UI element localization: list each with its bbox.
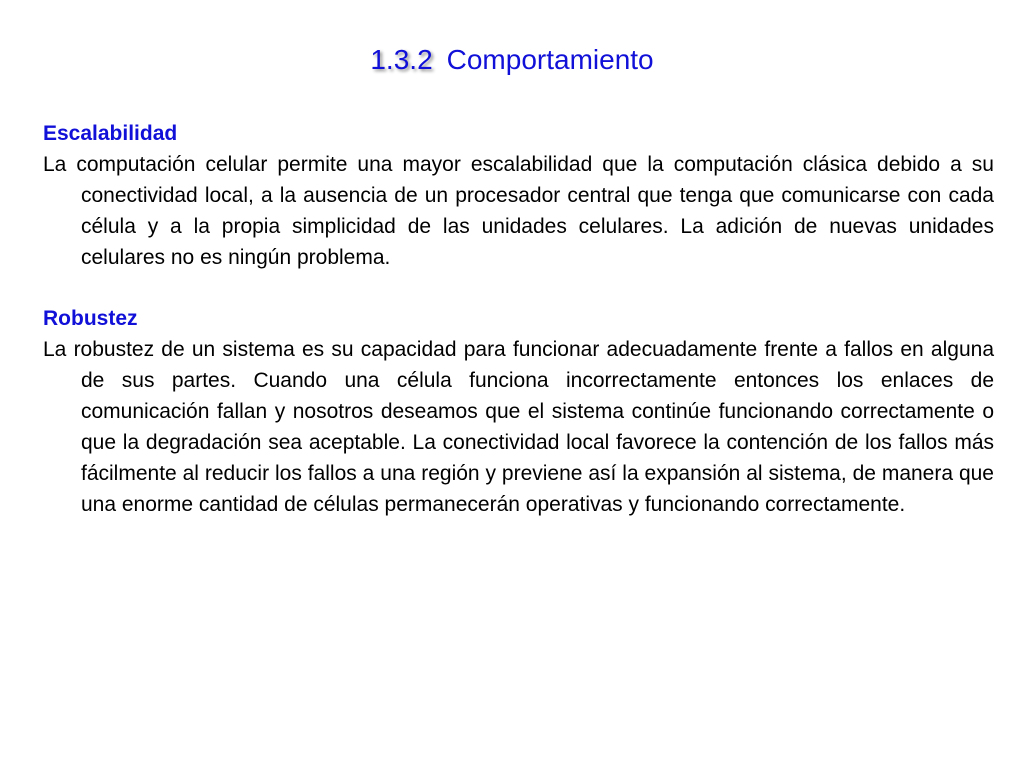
slide-content bbox=[43, 119, 994, 520]
section-body: La computación celular permite una mayor escalabilidad que la computación clásica debido a su conectividad local, a la ausencia de un procesador central que tenga que comunicarse con cada célula y a la propia simplicidad de las unidades celulares. La adición de nuevas unidades celulares no es ningún problema. bbox=[43, 153, 994, 269]
slide-title bbox=[0, 40, 1024, 80]
section-heading: Escalabilidad bbox=[43, 122, 178, 145]
section-body: La robustez de un sistema es su capacidad para funcionar adecuadamente frente a fallos en alguna de sus partes. Cuando una célula funciona incorrectamente entonces los enlaces de comunicación fallan y nosotros deseamos que el sistema continúe funcionando correctamente o que la degradación sea aceptable. La conectividad local favorece la contención de los fallos más fácilmente al reducir los fallos a una región y previene así la expansión al sistema, de manera que una enorme cantidad de células permanecerán operativas y funcionando correctamente. bbox=[43, 338, 994, 516]
section-robustez bbox=[43, 304, 994, 520]
section-number: 1.3.2 bbox=[370, 44, 433, 75]
title-text: Comportamiento bbox=[446, 44, 654, 75]
section-heading: Robustez bbox=[43, 307, 138, 330]
spacer bbox=[43, 273, 994, 304]
section-escalabilidad bbox=[43, 119, 994, 273]
